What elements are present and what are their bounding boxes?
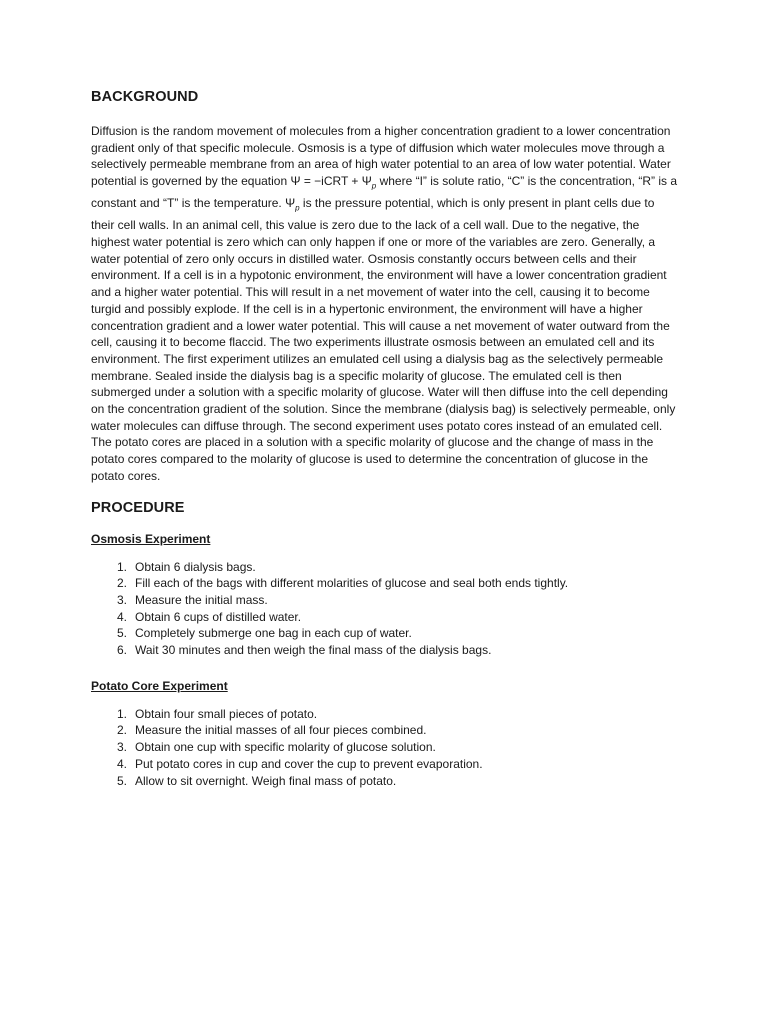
list-item (91, 609, 681, 626)
list-item (91, 706, 681, 723)
step-number: 2. (116, 723, 127, 738)
step-text: Measure the initial mass. (135, 592, 268, 607)
step-number: 5. (116, 773, 127, 788)
list-item (91, 575, 681, 592)
background-text-part1: Diffusion is the random movement of molecules from a higher concentration gradient to a lower concentration gradient only of that specific molecule. Osmosis is a type of diffusion which water molecules move through a selectively permeable membrane from an area of high water potential to an area of low water potential. Water potential is governed by the equation Ψ = −iCRT + Ψ (91, 124, 671, 189)
step-number: 5. (116, 626, 127, 641)
list-item (91, 756, 681, 773)
step-number: 6. (116, 643, 127, 658)
list-item (91, 559, 681, 576)
osmosis-steps-list (91, 559, 681, 659)
step-text: Wait 30 minutes and then weigh the final mass of the dialysis bags. (135, 643, 492, 658)
step-text: Completely submerge one bag in each cup of water. (135, 626, 412, 641)
step-number: 1. (116, 706, 127, 721)
background-text-part3: is the pressure potential, which is only present in plant cells due to their cell walls. In an animal cell, this value is zero due to the lack of a cell wall. Due to the negative, the highest water potential is zero which can only happen if one or more of the variables are zero. Generally, a water potential of zero only occurs in distilled water. Osmosis constantly occurs between cells and their environment. If a cell is in a hypotonic environment, the environment will have a lower concentration gradient and a higher water potential. This will result in a net movement of water into the cell, causing it to become turgid and possibly explode. If the cell is in a hypertonic environment, the environment will have a higher concentration gradient and a lower water potential. This will cause a net movement of water outward from the cell, causing it to become flaccid. The two experiments illustrate osmosis between an emulated cell and its environment. The first experiment utilizes an emulated cell using a dialysis bag as the selectively permeable membrane. Sealed inside the dialysis bag is a specific molarity of glucose. The emulated cell is then submerged under a solution with a specific molarity of glucose. Water will then diffuse into the cell depending on the concentration gradient of the solution. Since the membrane (dialysis bag) is selectively permeable, only water molecules can diffuse through. The second experiment uses potato cores instead of an emulated cell. The potato cores are placed in a solution with a specific molarity of glucose and the change of mass in the potato cores compared to the molarity of glucose is used to determine the concentration of glucose in the potato cores. (91, 196, 676, 483)
step-text: Obtain four small pieces of potato. (135, 706, 318, 721)
step-text: Put potato cores in cup and cover the cup to prevent evaporation. (135, 756, 483, 771)
list-item (91, 722, 681, 739)
step-number: 4. (116, 756, 127, 771)
background-text-part2: where “I” is solute ratio, “C” is the concentration, “R” is a constant and “T” is the temperature. Ψ (91, 174, 678, 211)
list-item (91, 739, 681, 756)
list-item (91, 592, 681, 609)
osmosis-experiment-title: Osmosis Experiment (91, 531, 211, 546)
list-item (91, 625, 681, 642)
background-heading: BACKGROUND (91, 89, 199, 105)
pressure-subscript-1: p (371, 181, 377, 191)
list-item (91, 773, 681, 790)
procedure-heading: PROCEDURE (91, 499, 185, 516)
step-text: Measure the initial masses of all four pieces combined. (135, 723, 427, 738)
step-text: Obtain one cup with specific molarity of glucose solution. (135, 740, 436, 755)
pressure-subscript-2: p (295, 203, 300, 213)
step-text: Obtain 6 cups of distilled water. (135, 609, 302, 624)
step-number: 1. (116, 559, 127, 574)
potato-steps-list (91, 706, 681, 790)
document-content (91, 89, 681, 789)
step-number: 3. (116, 592, 127, 607)
step-number: 3. (116, 740, 127, 755)
step-text: Fill each of the bags with different molarities of glucose and seal both ends tightly. (135, 576, 569, 591)
list-item (91, 642, 681, 659)
potato-core-experiment-title: Potato Core Experiment (91, 678, 228, 693)
step-text: Allow to sit overnight. Weigh final mass of potato. (135, 773, 397, 788)
step-number: 2. (116, 576, 127, 591)
step-text: Obtain 6 dialysis bags. (135, 559, 256, 574)
step-number: 4. (116, 609, 127, 624)
background-paragraph (91, 123, 681, 485)
